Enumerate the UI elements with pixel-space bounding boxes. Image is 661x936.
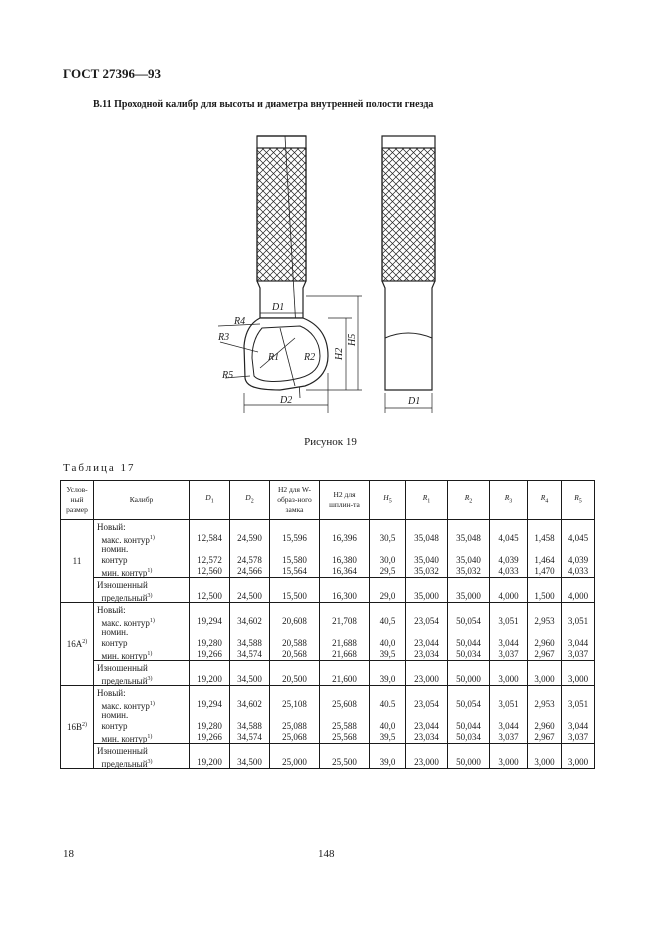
value-cell-r4: 2,953 2,960 2,967 xyxy=(528,686,562,744)
worn-value-cell-d2: 24,500 xyxy=(230,578,270,603)
value-cell-h2w: 15,596 15,580 15,564 xyxy=(270,520,320,578)
document-header: ГОСТ 27396—93 xyxy=(63,66,162,81)
label-h2: H2 xyxy=(334,347,345,360)
col-r1: $R_1$ xyxy=(406,481,448,520)
figure-caption: Рисунок 19 xyxy=(304,436,357,448)
value-cell-r2: 35,048 35,040 35,032 xyxy=(448,520,490,578)
value-cell-h2s: 21,708 21,688 21,668 xyxy=(320,603,370,661)
worn-value-cell-r2: 50,000 xyxy=(448,661,490,686)
value-cell-d1: 19,294 19,280 19,266 xyxy=(190,603,230,661)
col-size: Услов-ный размер xyxy=(61,481,94,520)
value-cell-d1: 19,294 19,280 19,266 xyxy=(190,686,230,744)
value-cell-r2: 50,054 50,044 50,034 xyxy=(448,603,490,661)
worn-value-cell-h5: 39,0 xyxy=(370,744,406,769)
value-cell-d2: 34,602 34,588 34,574 xyxy=(230,686,270,744)
kalibr-worn-cell: Изношенный предельный$^{3)}$ xyxy=(94,578,190,603)
col-kalibr: Калибр xyxy=(94,481,190,520)
col-d1: $D_1$ xyxy=(190,481,230,520)
label-r2: R2 xyxy=(304,352,316,363)
label-r1: R1 xyxy=(268,352,280,363)
worn-value-cell-h2w: 15,500 xyxy=(270,578,320,603)
worn-value-cell-r5: 3,000 xyxy=(562,744,595,769)
label-r3: R3 xyxy=(218,332,230,343)
worn-value-cell-h5: 29,0 xyxy=(370,578,406,603)
size-cell: $16A^{2)}$ xyxy=(61,603,94,686)
kalibr-worn-cell: Изношенный предельный$^{3)}$ xyxy=(94,661,190,686)
value-cell-h2s: 25,608 25,588 25,568 xyxy=(320,686,370,744)
col-h2w: H2 для W-образ-ного замка xyxy=(270,481,320,520)
value-cell-r1: 23,054 23,044 23,034 xyxy=(406,603,448,661)
col-r4: $R_4$ xyxy=(528,481,562,520)
worn-value-cell-h2s: 25,500 xyxy=(320,744,370,769)
kalibr-new-cell: Новый: макс. контур$^{1)}$ номин. контур мин. контур$^{1)}$ xyxy=(94,520,190,578)
col-r5: $R_5$ xyxy=(562,481,595,520)
value-cell-r3: 3,051 3,044 3,037 xyxy=(490,686,528,744)
value-cell-r5: 3,051 3,044 3,037 xyxy=(562,603,595,661)
value-cell-h2w: 25,108 25,088 25,068 xyxy=(270,686,320,744)
table-label: Таблица 17 xyxy=(63,462,136,474)
worn-value-cell-h5: 39,0 xyxy=(370,661,406,686)
value-cell-h5: 40.5 40,0 39,5 xyxy=(370,686,406,744)
page-number-center: 148 xyxy=(318,848,335,860)
table-row xyxy=(61,686,595,744)
worn-value-cell-r3: 3,000 xyxy=(490,744,528,769)
worn-value-cell-h2w: 20,500 xyxy=(270,661,320,686)
worn-value-cell-h2s: 21,600 xyxy=(320,661,370,686)
section-title: В.11 Проходной калибр для высоты и диаметра внутренней полости гнезда xyxy=(93,99,434,110)
table-row xyxy=(61,744,595,769)
table-row xyxy=(61,603,595,661)
value-cell-h2s: 16,396 16,380 16,364 xyxy=(320,520,370,578)
size-cell: $16B^{2)}$ xyxy=(61,686,94,769)
worn-value-cell-d1: 19,200 xyxy=(190,661,230,686)
value-cell-d2: 24,590 24,578 24,566 xyxy=(230,520,270,578)
value-cell-r4: 1,458 1,464 1,470 xyxy=(528,520,562,578)
worn-value-cell-r4: 1,500 xyxy=(528,578,562,603)
data-table xyxy=(60,480,595,769)
value-cell-r3: 3,051 3,044 3,037 xyxy=(490,603,528,661)
label-r4: R4 xyxy=(234,316,246,327)
label-d1-side: D1 xyxy=(408,396,421,407)
worn-value-cell-d2: 34,500 xyxy=(230,744,270,769)
value-cell-r1: 35,048 35,040 35,032 xyxy=(406,520,448,578)
kalibr-new-cell: Новый: макс. контур$^{1)}$ номин. контур мин. контур$^{1)}$ xyxy=(94,603,190,661)
page-number-left: 18 xyxy=(63,848,74,860)
value-cell-h5: 30,5 30,0 29,5 xyxy=(370,520,406,578)
value-cell-d2: 34,602 34,588 34,574 xyxy=(230,603,270,661)
label-h5: H5 xyxy=(347,333,358,346)
kalibr-worn-cell: Изношенный предельный$^{3)}$ xyxy=(94,744,190,769)
gauge-drawing xyxy=(200,128,460,418)
worn-value-cell-r4: 3,000 xyxy=(528,744,562,769)
col-r2: $R_2$ xyxy=(448,481,490,520)
label-d1-front: D1 xyxy=(272,302,285,313)
value-cell-r1: 23,054 23,044 23,034 xyxy=(406,686,448,744)
value-cell-r2: 50,054 50,044 50,034 xyxy=(448,686,490,744)
worn-value-cell-r5: 3,000 xyxy=(562,661,595,686)
worn-value-cell-h2w: 25,000 xyxy=(270,744,320,769)
worn-value-cell-r1: 35,000 xyxy=(406,578,448,603)
worn-value-cell-r1: 23,000 xyxy=(406,661,448,686)
worn-value-cell-d1: 12,500 xyxy=(190,578,230,603)
size-cell: 11 xyxy=(61,520,94,603)
col-r3: $R_3$ xyxy=(490,481,528,520)
label-r5: R5 xyxy=(222,370,234,381)
worn-value-cell-h2s: 16,300 xyxy=(320,578,370,603)
worn-value-cell-r3: 4,000 xyxy=(490,578,528,603)
table-row xyxy=(61,520,595,578)
table-header-row xyxy=(61,481,595,520)
value-cell-h2w: 20,608 20,588 20,568 xyxy=(270,603,320,661)
label-d2: D2 xyxy=(280,395,293,406)
side-view xyxy=(382,136,435,413)
worn-value-cell-r4: 3,000 xyxy=(528,661,562,686)
front-view xyxy=(218,136,362,413)
worn-value-cell-r2: 50,000 xyxy=(448,744,490,769)
table-row xyxy=(61,661,595,686)
value-cell-r5: 3,051 3,044 3,037 xyxy=(562,686,595,744)
worn-value-cell-r2: 35,000 xyxy=(448,578,490,603)
value-cell-h5: 40,5 40,0 39,5 xyxy=(370,603,406,661)
worn-value-cell-r5: 4,000 xyxy=(562,578,595,603)
table-row xyxy=(61,578,595,603)
col-h2s: H2 для шплин-та xyxy=(320,481,370,520)
value-cell-r5: 4,045 4,039 4,033 xyxy=(562,520,595,578)
col-d2: $D_2$ xyxy=(230,481,270,520)
col-h5: $H_5$ xyxy=(370,481,406,520)
kalibr-new-cell: Новый: макс. контур$^{1)}$ номин. контур мин. контур$^{1)}$ xyxy=(94,686,190,744)
worn-value-cell-r1: 23,000 xyxy=(406,744,448,769)
value-cell-r4: 2,953 2,960 2,967 xyxy=(528,603,562,661)
value-cell-r3: 4,045 4,039 4,033 xyxy=(490,520,528,578)
value-cell-d1: 12,584 12,572 12,560 xyxy=(190,520,230,578)
worn-value-cell-r3: 3,000 xyxy=(490,661,528,686)
worn-value-cell-d1: 19,200 xyxy=(190,744,230,769)
worn-value-cell-d2: 34,500 xyxy=(230,661,270,686)
